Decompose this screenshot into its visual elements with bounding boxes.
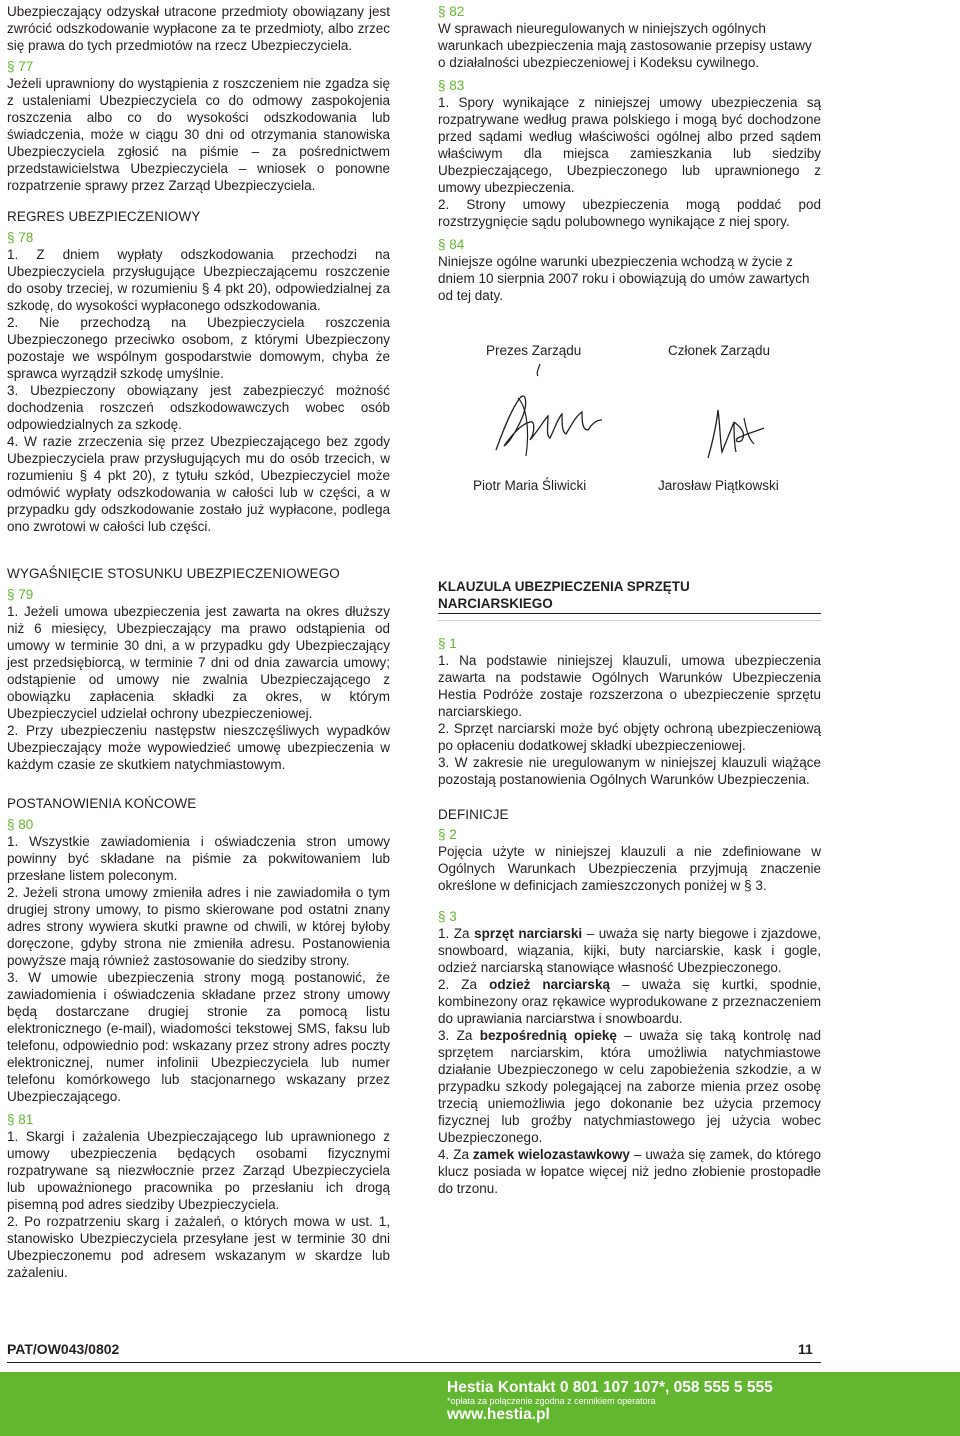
paragraph-80-2: 2. Jeżeli strona umowy zmieniła adres i nie zawiadomiła o tym drugiej strony umowy, to pismo skierowane pod ostatni znany adres strony wywiera skutki prawne od chwili, w której byłoby doręczone, gdyby strona nie zmieniła adresu. Postanowienia powyższe mają również zastosowanie do siedziby strony. xyxy=(7,885,390,968)
section-number-84: § 84 xyxy=(438,237,465,252)
section-number-81: § 81 xyxy=(7,1112,34,1127)
paragraph-79-2: 2. Przy ubezpieczeniu następstw nieszczęśliwych wypadków Ubezpieczający może wypowiedzieć umowę ubezpieczenia w każdym czasie ze skutkiem natychmiastowym. xyxy=(7,723,390,772)
top-right-column xyxy=(438,3,821,304)
paragraph-84: Niniejsze ogólne warunki ubezpieczenia wchodzą w życie z dniem 10 sierpnia 2007 roku i obowiązują do umów zawartych od tej daty. xyxy=(438,254,810,303)
top-left-column xyxy=(7,3,390,535)
definition-4: 4. Za zamek wielozastawkowy – uważa się zamek, do którego klucz posiada w łopatce więcej niż jedno złobienie prostopadłe do trzonu. xyxy=(438,1147,822,1196)
section-number-83: § 83 xyxy=(438,78,465,93)
footer-divider xyxy=(7,1362,821,1363)
page-number: 11 xyxy=(798,1341,813,1357)
paragraph-83-1: 1. Spory wynikające z niniejszej umowy ubezpieczenia są rozpatrywane według prawa polskiego i mogą być dochodzone przed sądami według właściwości ogólnej albo przed sądem właściwym dla miejsca zamieszkania lub siedziby Ubezpieczającego, Ubezpieczonego lub uprawnionego z umowy ubezpieczenia. xyxy=(438,95,821,195)
section-number-82: § 82 xyxy=(438,4,465,19)
paragraph-intro: Ubezpieczający odzyskał utracone przedmioty obowiązany jest zwrócić odszkodowanie wypłacone za te przedmioty, albo zrzec się prawa do tych przedmiotów na rzecz Ubezpieczyciela. xyxy=(7,4,390,53)
definition-term-4: zamek wielozastawkowy xyxy=(472,1147,630,1162)
section-number-1: § 1 xyxy=(438,636,457,651)
paragraph-78-1: 1. Z dniem wypłaty odszkodowania przechodzi na Ubezpieczyciela przysługujące Ubezpieczającemu roszczenie do osoby trzeciej, w rozumieniu § 4 pkt 20), odpowiedzialnej za szkodę, do wysokości wypłaconego odszkodowania. xyxy=(7,247,390,313)
heading-wygasniecie: WYGAŚNIĘCIE STOSUNKU UBEZPIECZENIOWEGO xyxy=(7,566,340,581)
signature-block xyxy=(438,338,821,508)
paragraph-1-1: 1. Na podstawie niniejszej klauzuli, umowa ubezpieczenia zawarta na podstawie Ogólnych Warunków Ubezpieczenia Hestia Podróże zostaje rozszerzona o ubezpieczenie sprzętu narciarskiego. xyxy=(438,653,821,719)
signature-piatkowski-image xyxy=(698,388,778,468)
paragraph-1-2: 2. Sprzęt narciarski może być objęty ochroną ubezpieczeniową po opłaceniu dodatkowej składki ubezpieczeniowej. xyxy=(438,721,821,753)
clause-title-line-2: NARCIARSKIEGO xyxy=(438,596,553,611)
definition-term-3: bezpośrednią opiekę xyxy=(479,1028,617,1043)
section-number-3: § 3 xyxy=(438,909,457,924)
definition-2: 2. Za odzież narciarską – uważa się kurtki, spodnie, kombinezony oraz rękawice wyprodukowane z przeznaczeniem do uprawiania narciarstwa i snowboardu. xyxy=(438,977,822,1026)
signature-role-board-member: Członek Zarządu xyxy=(668,343,771,358)
section-number-79: § 79 xyxy=(7,587,34,602)
signature-name-piatkowski: Jarosław Piątkowski xyxy=(658,478,779,493)
signature-name-sliwicki: Piotr Maria Śliwicki xyxy=(473,478,587,493)
paragraph-78-4: 4. W razie zrzeczenia się przez Ubezpieczającego bez zgody Ubezpieczyciela praw przysługujących mu do osób trzecich, w rozumieniu § 4 pkt 20), z tytułu szkód, Ubezpieczyciel może odmówić wypłaty odszkodowania w całości lub w części, a w przypadku gdy odszkodowanie zostało już wypłacone, podlega ono zwrotowi w całości lub części. xyxy=(7,434,390,534)
paragraph-81-2: 2. Po rozpatrzeniu skarg i zażaleń, o których mowa w ust. 1, stanowisko Ubezpieczyciela przesyłane jest w terminie 30 dni Ubezpieczonemu pod adresem wskazanym w skardze lub zażaleniu. xyxy=(7,1214,390,1280)
bottom-left-column xyxy=(7,565,390,1281)
website-link[interactable]: www.hestia.pl xyxy=(447,1406,550,1423)
signature-role-president: Prezes Zarządu xyxy=(486,343,582,358)
heading-definicje: DEFINICJE xyxy=(438,807,509,822)
bottom-right-column xyxy=(438,578,821,1197)
paragraph-80-3: 3. W umowie ubezpieczenia strony mogą postanowić, że zawiadomienia i oświadczenia składane przez strony umowy będą dostarczane drugiej stronie za pomocą listu elektronicznego (e-mail), wiadomości tekstowej SMS, faksu lub telefonu, odpowiednio pod: wskazany przez strony adres poczty elektronicznej, numer infolinii Ubezpieczyciela lub numer telefonu komórkowego lub stacjonarnego wskazany przez Ubezpieczającego. xyxy=(7,970,390,1104)
paragraph-81-1: 1. Skargi i zażalenia Ubezpieczającego lub uprawnionego z umowy ubezpieczenia będących osobami fizycznymi rozpatrywane są niezwłocznie przez Zarząd Ubezpieczyciela lub upoważnionego pracownika po przesłaniu ich drogą pisemną pod adres siedziby Ubezpieczyciela. xyxy=(7,1129,390,1212)
signature-sliwicki-image xyxy=(478,358,608,468)
document-code: PAT/OW043/0802 xyxy=(7,1341,120,1357)
paragraph-2: Pojęcia użyte w niniejszej klauzuli a nie zdefiniowane w Ogólnych Warunkach Ubezpieczenia przyjmują znaczenie określone w definicjach zamieszczonych poniżej w § 3. xyxy=(438,844,821,893)
section-number-80: § 80 xyxy=(7,817,34,832)
heading-regres: REGRES UBEZPIECZENIOWY xyxy=(7,209,201,224)
paragraph-77: Jeżeli uprawniony do wystąpienia z roszczeniem nie zgadza się z ustaleniami Ubezpieczyciela co do odmowy zaspokojenia roszczenia albo co do wysokości odszkodowania lub świadczenia, może w ciągu 30 dni od otrzymania stanowiska Ubezpieczyciela zgłosić na piśmie – za pośrednictwem przedstawicielstwa Ubezpieczyciela – wniosek o ponowne rozpatrzenie sprawy przez Zarząd Ubezpieczyciela. xyxy=(7,76,390,193)
clause-title-divider xyxy=(438,620,821,621)
heading-postanowienia: POSTANOWIENIA KOŃCOWE xyxy=(7,796,197,811)
section-number-77: § 77 xyxy=(7,59,34,74)
paragraph-79-1: 1. Jeżeli umowa ubezpieczenia jest zawarta na okres dłuższy niż 6 miesięcy, Ubezpieczający ma prawo odstąpienia od umowy w terminie 30 dni, a w przypadku gdy Ubezpieczający jest przedsiębiorcą, w terminie 7 dni od dnia zawarcia umowy; odstąpienie od umowy nie zwalnia Ubezpieczającego z obowiązku zapłacenia składki za okres, w którym Ubezpieczyciel udzielał ochrony ubezpieczeniowej. xyxy=(7,604,390,721)
paragraph-78-2: 2. Nie przechodzą na Ubezpieczyciela roszczenia Ubezpieczonego przeciwko osobom, z którymi Ubezpieczony pozostaje we wspólnym gospodarstwie domowym, chyba że sprawca wyrządził szkodę umyślnie. xyxy=(7,315,390,381)
clause-title-line-1: KLAUZULA UBEZPIECZENIA SPRZĘTU xyxy=(438,579,690,594)
paragraph-80-1: 1. Wszystkie zawiadomienia i oświadczenia stron umowy powinny być składane na piśmie za pokwitowaniem lub przesłane listem poleconym. xyxy=(7,834,390,883)
paragraph-82: W sprawach nieuregulowanych w niniejszych ogólnych warunkach ubezpieczenia mają zastosowanie przepisy ustawy o działalności ubezpieczeniowej i Kodeksu cywilnego. xyxy=(438,21,812,70)
section-number-78: § 78 xyxy=(7,230,34,245)
definition-1: 1. Za sprzęt narciarski – uważa się narty biegowe i zjazdowe, snowboard, wiązania, kijki, buty narciarskie, kask i gogle, odzież narciarską stanowiące własność Ubezpieczonego. xyxy=(438,926,821,975)
paragraph-78-3: 3. Ubezpieczony obowiązany jest zabezpieczyć możność dochodzenia roszczeń odszkodowawczych wobec osób odpowiedzialnych za szkodę. xyxy=(7,383,390,432)
definition-term-2: odzież narciarską xyxy=(489,977,610,992)
section-number-2: § 2 xyxy=(438,827,457,842)
definition-3: 3. Za bezpośrednią opiekę – uważa się taką kontrolę nad sprzętem narciarskim, która umożliwia natychmiastowe działanie Ubezpieczonego w celu zapobieżenia szkodzie, a w przypadku szkody polegającej na zaborze mienia przez osobę trzecią uniemożliwia jego dokonanie bez użycia przemocy fizycznej lub groźby natychmiastowego jej użycia wobec Ubezpieczonego. xyxy=(438,1028,821,1145)
paragraph-83-2: 2. Strony umowy ubezpieczenia mogą poddać pod rozstrzygnięcie sądu polubownego wynikające z niej spory. xyxy=(438,197,821,229)
contact-phone-line: Hestia Kontakt 0 801 107 107*, 058 555 5 555 xyxy=(447,1379,773,1396)
definition-term-1: sprzęt narciarski xyxy=(474,926,583,941)
contact-note: *opłata za połączenie zgodna z cennikiem operatora xyxy=(447,1396,656,1406)
clause-title xyxy=(438,578,821,614)
paragraph-1-3: 3. W zakresie nie uregulowanym w niniejszej klauzuli wiążące pozostają postanowienia Ogólnych Warunków Ubezpieczenia. xyxy=(438,755,821,787)
footer-contact-text xyxy=(447,1379,773,1424)
